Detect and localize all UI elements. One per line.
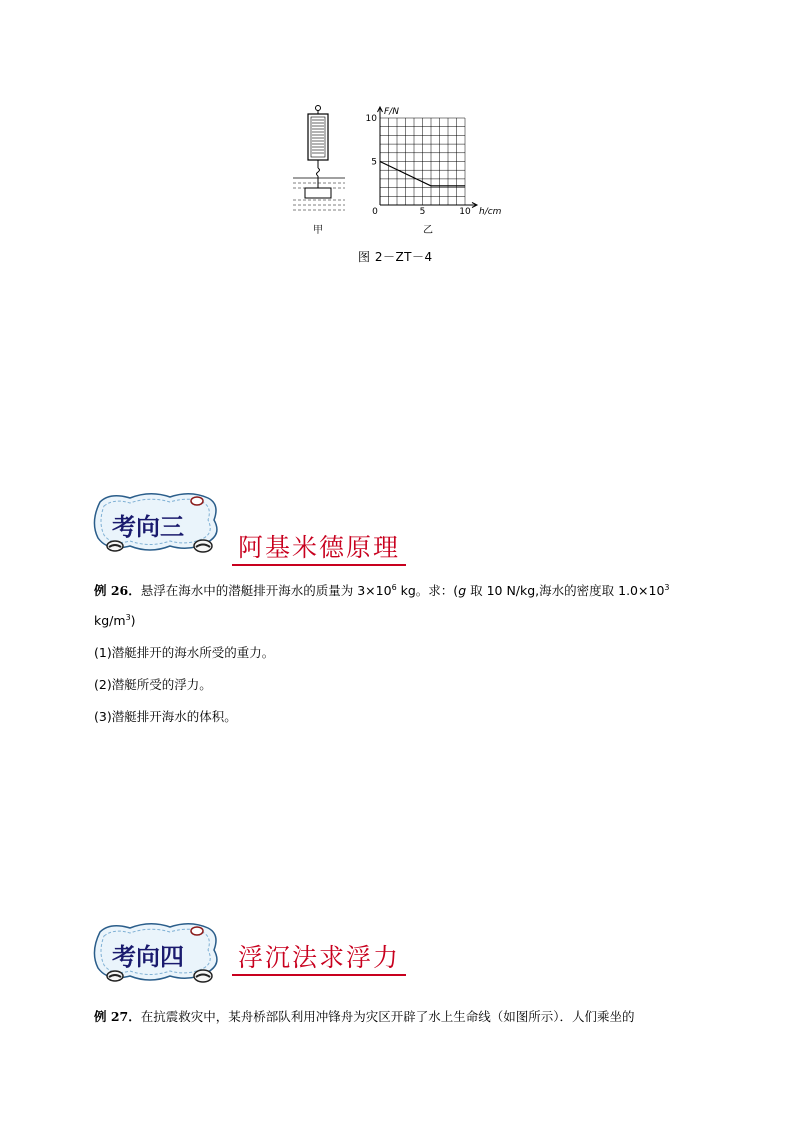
- example26-line2: $kg/m^3$): [94, 612, 136, 628]
- x-tick-label: 10: [459, 207, 471, 217]
- x-tick-label: 5: [419, 207, 426, 217]
- x-axis-label: h/cm: [479, 207, 502, 217]
- label-jia: 甲: [313, 225, 323, 236]
- example26-q1: (1)潜艇排开的海水所受的重力。: [94, 645, 275, 660]
- example26-label: 例 26．: [94, 583, 141, 598]
- section3-title: 阿基米德原理: [232, 533, 406, 566]
- x-tick-label: 0: [372, 207, 378, 217]
- y-tick-label: 5: [371, 157, 377, 168]
- figure-caption: 图 2－ZT－4: [358, 250, 433, 264]
- example27-line1: 例 27．在抗震救灾中，某舟桥部队利用冲锋舟为灾区开辟了水上生命线（如图所示）．人们乘坐的: [94, 1009, 635, 1024]
- y-axis-label: F/N: [384, 107, 399, 117]
- section4-title: 浮沉法求浮力: [232, 943, 406, 976]
- section3-badge: 考向三: [112, 512, 184, 541]
- y-tick-label: 10: [365, 114, 377, 124]
- spring-scale-diagram: [290, 100, 350, 220]
- example27-label: 例 27．: [94, 1009, 141, 1024]
- force-depth-chart: [362, 100, 512, 225]
- example26-q3: (3)潜艇排开海水的体积。: [94, 709, 237, 724]
- example26-line1: 例 26．悬浮在海水中的潜艇排开海水的质量为 $3\times 10^6$ kg。求：(g 取 10 N/kg,海水的密度取 $1.0\times 10^3$: [94, 582, 670, 598]
- example26-q2: (2)潜艇所受的浮力。: [94, 677, 212, 692]
- label-yi: 乙: [423, 225, 433, 236]
- section4-badge: 考向四: [112, 942, 184, 971]
